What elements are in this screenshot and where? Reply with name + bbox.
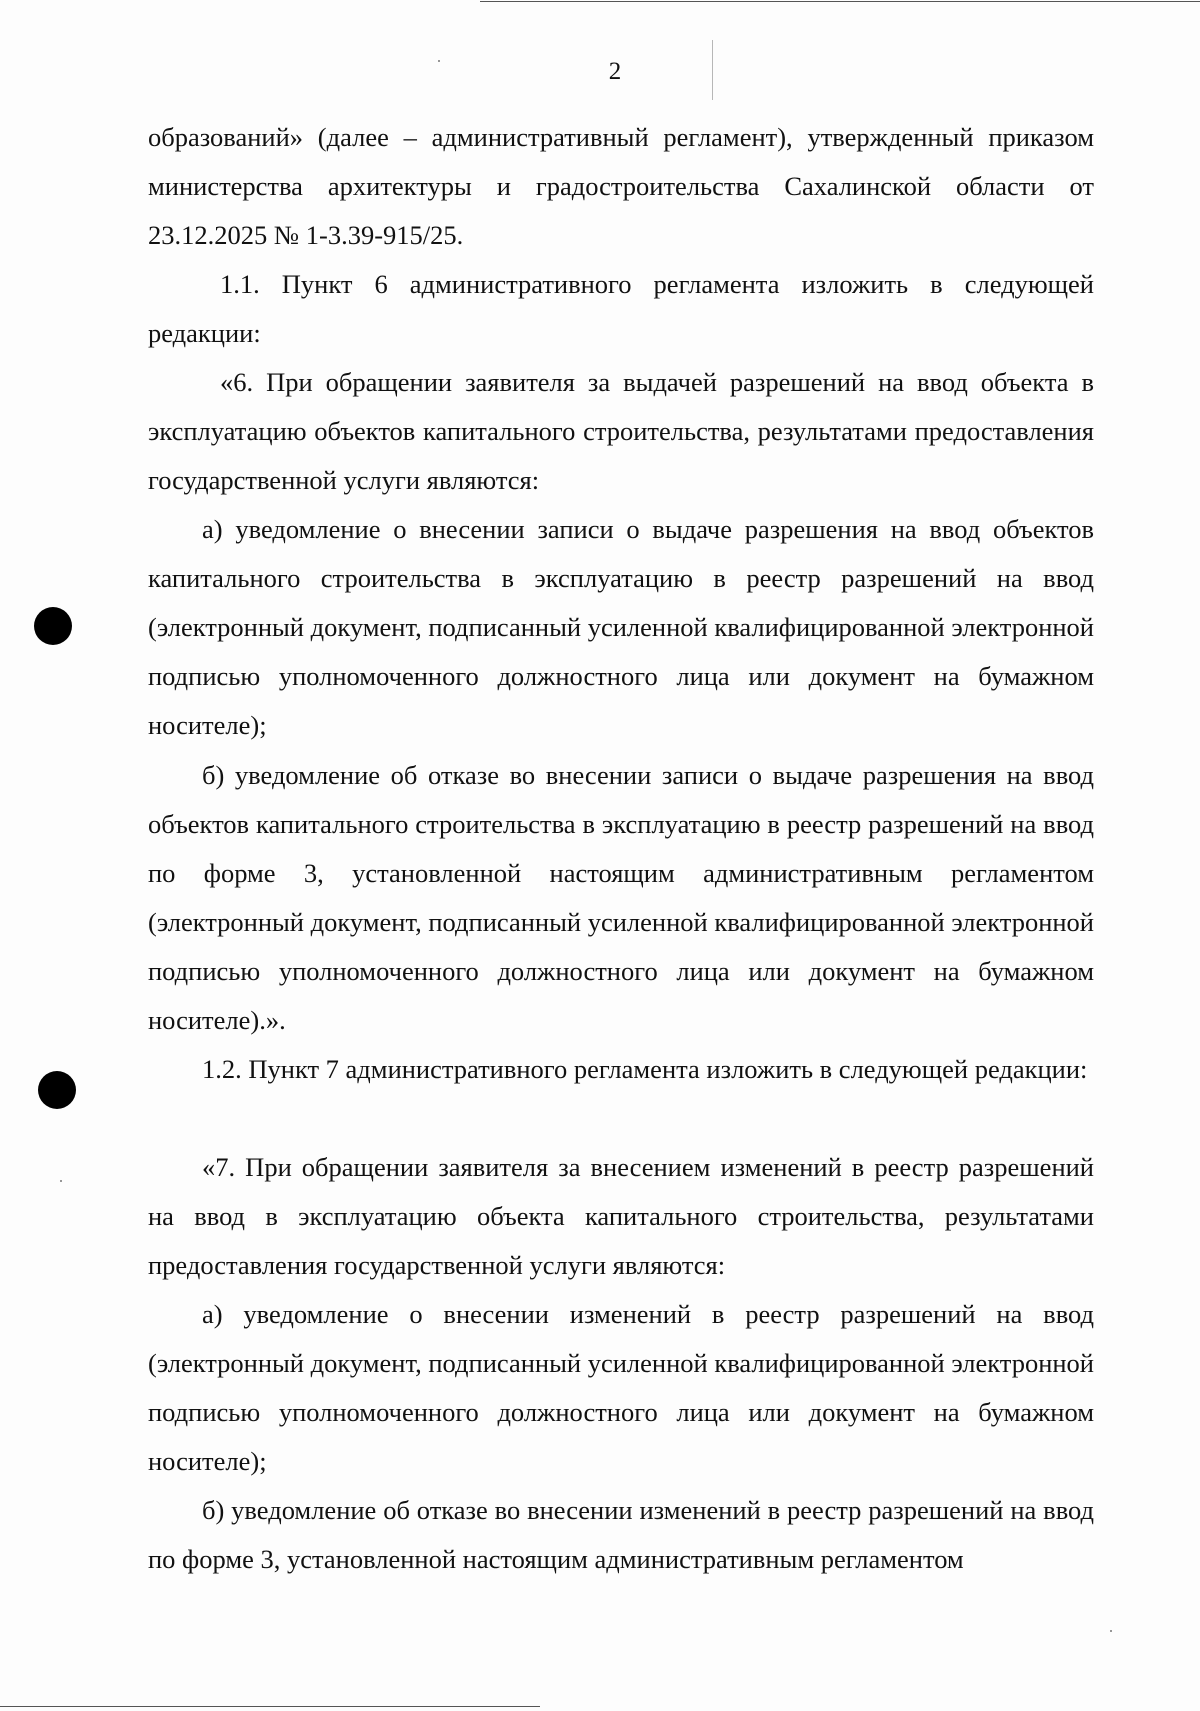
scan-edge-top (480, 1, 1200, 2)
paragraph-1-1 (148, 260, 1094, 358)
paragraph-clause-7-b (148, 1486, 1094, 1584)
paragraph-text: б) уведомление об отказе во внесении записи о выдаче разрешения на ввод объектов капитального строительства в эксплуатацию в реестр разрешений на ввод по форме 3, установленной настоящим административным регламентом (электронный документ, подписанный усиленной квалифицированной электронной подписью уполномоченного должностного лица или документ на бумажном носителе).». (148, 760, 1094, 1035)
paragraph-clause-7-a (148, 1290, 1094, 1486)
paragraph-clause-6-b (148, 751, 1094, 1045)
paragraph-text: «6. При обращении заявителя за выдачей разрешений на ввод объекта в эксплуатацию объектов капитального строительства, результатами предоставления государственной услуги являются: (148, 367, 1094, 495)
scan-speck (60, 1180, 62, 1182)
paragraph-text: 1.1. Пункт 6 административного регламента изложить в следующей редакции: (148, 269, 1094, 348)
paragraph-text: образований» (далее – административный регламент), утвержденный приказом министерства архитектуры и градостроительства Сахалинской области от 23.12.2025 № 1-3.39-915/25. (148, 122, 1094, 250)
punch-hole (34, 607, 72, 645)
paragraph-1-2 (148, 1045, 1094, 1094)
paragraph-clause-6 (148, 358, 1094, 505)
paragraph-text: а) уведомление о внесении записи о выдаче разрешения на ввод объектов капитального строительства в эксплуатацию в реестр разрешений на ввод (электронный документ, подписанный усиленной квалифицированной электронной подписью уполномоченного должностного лица или документ на бумажном носителе); (148, 514, 1094, 740)
paragraph-text: 1.2. Пункт 7 административного регламента изложить в следующей редакции: (202, 1054, 1088, 1084)
paragraph-text: б) уведомление об отказе во внесении изменений в реестр разрешений на ввод по форме 3, установленной настоящим административным регламентом (148, 1495, 1094, 1574)
scan-edge-bottom (0, 1706, 540, 1707)
page-number: 2 (608, 58, 622, 85)
paragraph-clause-7 (148, 1143, 1094, 1290)
scan-speck (1110, 1630, 1112, 1632)
paragraph-text: «7. При обращении заявителя за внесением изменений в реестр разрешений на ввод в эксплуатацию объекта капитального строительства, результатами предоставления государственной услуги являются: (148, 1152, 1094, 1280)
paragraph-clause-6-a (148, 505, 1094, 750)
paragraph-intro-continued (148, 113, 1094, 260)
paragraph-text: а) уведомление о внесении изменений в реестр разрешений на ввод (электронный документ, подписанный усиленной квалифицированной электронной подписью уполномоченного должностного лица или документ на бумажном носителе); (148, 1299, 1094, 1476)
punch-hole (38, 1071, 76, 1109)
